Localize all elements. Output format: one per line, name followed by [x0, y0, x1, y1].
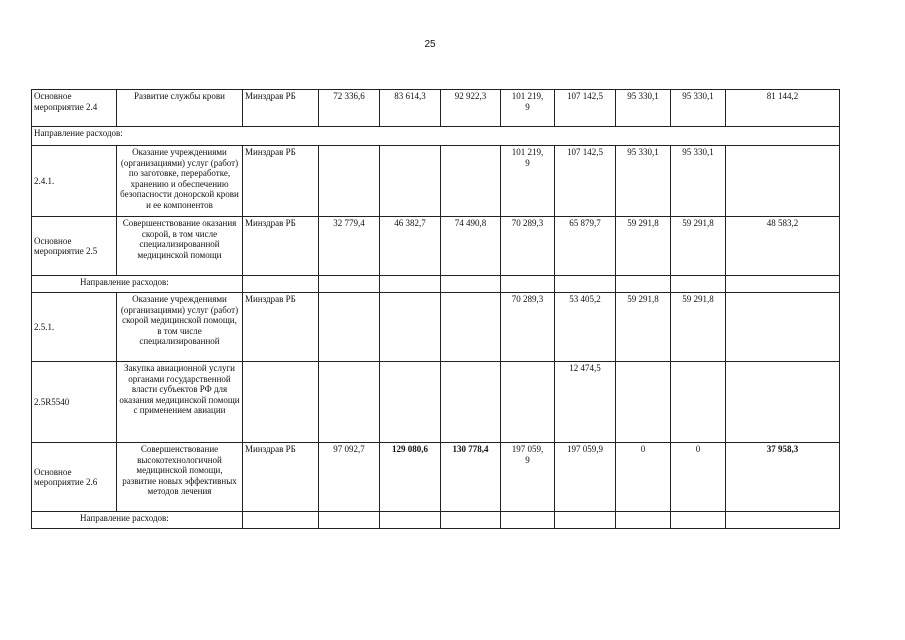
row-value: 95 330,1	[616, 90, 671, 127]
row-code: 2.4.1.	[32, 146, 117, 217]
row-executor	[243, 362, 319, 443]
empty-cell	[319, 512, 380, 529]
row-name: Оказание учреждениями (организациями) услуг (работ) скорой медицинской помощи, в том числе специализированной	[117, 293, 243, 362]
row-code: 2.5R5540	[32, 362, 117, 443]
row-value: 59 291,8	[616, 217, 671, 276]
empty-cell	[616, 512, 671, 529]
row-value: 95 330,1	[671, 90, 726, 127]
table-row	[32, 443, 840, 512]
budget-table	[31, 89, 840, 529]
empty-cell	[441, 512, 501, 529]
row-value: 97 092,7	[319, 443, 380, 512]
row-executor: Минздрав РБ	[243, 146, 319, 217]
row-value: 0	[671, 443, 726, 512]
row-value: 83 614,3	[380, 90, 441, 127]
row-value: 59 291,8	[616, 293, 671, 362]
row-value	[616, 362, 671, 443]
row-code: 2.5.1.	[32, 293, 117, 362]
row-value	[726, 362, 840, 443]
row-value: 65 879,7	[555, 217, 616, 276]
row-value	[501, 362, 555, 443]
row-value	[319, 362, 380, 443]
empty-cell	[726, 512, 840, 529]
empty-cell	[726, 276, 840, 293]
row-value: 70 289,3	[501, 293, 555, 362]
table-row	[32, 293, 840, 362]
row-value: 95 330,1	[671, 146, 726, 217]
row-executor: Минздрав РБ	[243, 293, 319, 362]
row-executor: Минздрав РБ	[243, 217, 319, 276]
row-name: Совершенствование высокотехнологичной медицинской помощи, развитие новых эффективных методов лечения	[117, 443, 243, 512]
row-value	[380, 293, 441, 362]
row-code: Основное мероприятие 2.6	[32, 443, 117, 512]
row-value: 92 922,3	[441, 90, 501, 127]
table-row	[32, 362, 840, 443]
row-value: 107 142,5	[555, 146, 616, 217]
page-number: 25	[424, 39, 436, 50]
row-value	[726, 146, 840, 217]
row-value	[380, 362, 441, 443]
empty-cell	[243, 276, 319, 293]
empty-cell	[671, 276, 726, 293]
row-name: Оказание учреждениями (организациями) услуг (работ) по заготовке, переработке, хранению и обеспечению безопасности донорской крови и ее компонентов	[117, 146, 243, 217]
row-value: 37 958,3	[726, 443, 840, 512]
table-row	[32, 276, 840, 293]
row-executor: Минздрав РБ	[243, 443, 319, 512]
row-value: 197 059, 9	[501, 443, 555, 512]
row-value: 81 144,2	[726, 90, 840, 127]
row-name: Совершенствование оказания скорой, в том числе специализированной медицинской помощи	[117, 217, 243, 276]
table-row	[32, 512, 840, 529]
row-value: 72 336,6	[319, 90, 380, 127]
row-value: 48 583,2	[726, 217, 840, 276]
row-value: 32 779,4	[319, 217, 380, 276]
row-code: Основное мероприятие 2.5	[32, 217, 117, 276]
row-value	[319, 293, 380, 362]
expense-direction-label: Направление расходов:	[32, 127, 840, 146]
empty-cell	[555, 276, 616, 293]
expense-direction-label: Направление расходов:	[32, 512, 243, 529]
empty-cell	[380, 276, 441, 293]
row-executor: Минздрав РБ	[243, 90, 319, 127]
row-value: 101 219, 9	[501, 146, 555, 217]
empty-cell	[243, 512, 319, 529]
empty-cell	[616, 276, 671, 293]
row-value	[319, 146, 380, 217]
row-value: 95 330,1	[616, 146, 671, 217]
empty-cell	[555, 512, 616, 529]
table-row	[32, 90, 840, 127]
row-value: 129 080,6	[380, 443, 441, 512]
empty-cell	[380, 512, 441, 529]
row-value	[671, 362, 726, 443]
empty-cell	[501, 512, 555, 529]
empty-cell	[501, 276, 555, 293]
table-row	[32, 146, 840, 217]
row-name: Закупка авиационной услуги органами государственной власти субъектов РФ для оказания медицинской помощи с применением авиации	[117, 362, 243, 443]
row-value: 53 405,2	[555, 293, 616, 362]
table-row	[32, 217, 840, 276]
expense-direction-label: Направление расходов:	[32, 276, 243, 293]
row-value: 70 289,3	[501, 217, 555, 276]
row-value: 107 142,5	[555, 90, 616, 127]
empty-cell	[319, 276, 380, 293]
row-value: 12 474,5	[555, 362, 616, 443]
row-value: 74 490,8	[441, 217, 501, 276]
row-value: 46 382,7	[380, 217, 441, 276]
row-value	[441, 362, 501, 443]
row-value: 130 778,4	[441, 443, 501, 512]
row-value	[726, 293, 840, 362]
row-name: Развитие службы крови	[117, 90, 243, 127]
row-value	[380, 146, 441, 217]
table-row	[32, 127, 840, 146]
empty-cell	[671, 512, 726, 529]
row-value: 59 291,8	[671, 217, 726, 276]
empty-cell	[441, 276, 501, 293]
row-code: Основное мероприятие 2.4	[32, 90, 117, 127]
row-value: 0	[616, 443, 671, 512]
row-value: 197 059,9	[555, 443, 616, 512]
row-value	[441, 146, 501, 217]
row-value: 59 291,8	[671, 293, 726, 362]
row-value	[441, 293, 501, 362]
row-value: 101 219, 9	[501, 90, 555, 127]
